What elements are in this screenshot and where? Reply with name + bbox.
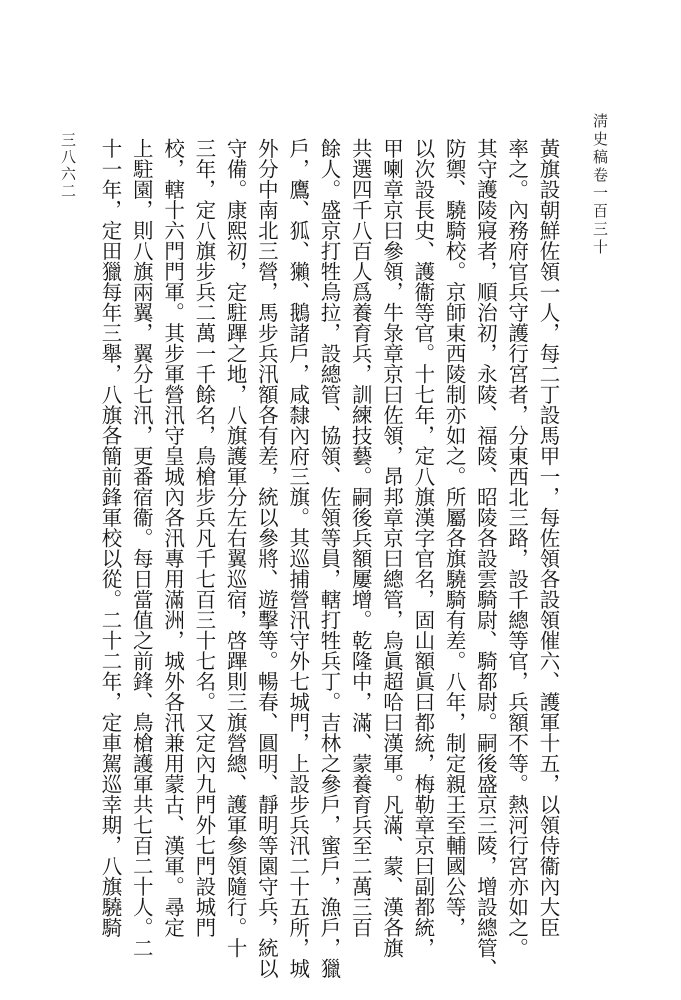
text-column: 三年，定八旗步兵二萬一千餘名，鳥槍步兵凡千七百三十七名。又定內九門外七門設城門 xyxy=(191,138,216,938)
text-column: 其守護陵寢者，順治初，永陵、福陵、昭陵各設雲騎尉、騎都尉。嗣後盛京三陵，增設總管、 xyxy=(473,138,498,978)
text-column: 外分中南北三營，馬步兵汛額各有差，統以參將、遊擊等。暢春、圓明、靜明等園守兵，統以 xyxy=(254,138,279,978)
page-number: 三八六二 xyxy=(59,132,77,200)
text-column: 防禦、驍騎校。京師東西陵制亦如之。所屬各旗驍騎有差。八年，制定親王至輔國公等， xyxy=(442,138,467,938)
text-block xyxy=(95,138,563,978)
text-column: 餘人。盛京打牲烏拉，設總管、協領、佐領等員，轄打牲兵丁。吉林之參戶，蜜戶，漁戶，獵 xyxy=(316,138,341,978)
text-column: 十一年，定田獵每年三舉，八旗各簡前鋒軍校以從。二十二年，定車駕巡幸期，八旗驍騎 xyxy=(98,138,122,938)
text-column: 率之。內務府官兵守護行宮者，分東西北三路，設千總等官，兵額不等。熱河行宮亦如之。 xyxy=(504,138,529,958)
text-column: 戶，鷹、狐、獺、鵝諸戶，咸隸內府三旗。其巡捕營汛守外七城門，上設步兵汛二十五所，城 xyxy=(285,138,310,978)
text-column: 守備。康熙初，定駐蹕之地，八旗護軍分左右翼巡宿，啓蹕則三旗營總、護軍參領隨行。十 xyxy=(223,138,248,958)
running-head: 淸史稿卷一百三十 xyxy=(591,113,609,257)
text-column: 上駐園，則八旗兩翼，翼分七汛，更番宿衞。每日當值之前鋒、鳥槍護軍共七百二十人。二 xyxy=(129,138,154,958)
text-column: 校，轄十六門門軍。其步軍營汛守皇城內各汛專用滿洲，城外各汛兼用蒙古、漢軍。尋定 xyxy=(160,138,185,938)
text-column: 以次設長史、護衞等官。十七年，定八旗漢字官名，固山額眞曰都統，梅勒章京曰副都統， xyxy=(410,138,435,958)
text-column: 共選四千八百人爲養育兵，訓練技藝。嗣後兵額屢增。乾隆中，滿、蒙養育兵至二萬三百 xyxy=(348,138,373,938)
text-column: 甲喇章京曰參領，牛彔章京曰佐領，昂邦章京曰總管，烏眞超哈曰漢軍。凡滿、蒙、漢各旗 xyxy=(379,138,404,958)
text-column: 黃旗設朝鮮佐領一人，每二丁設馬甲一，每佐領各設領催六、護軍十五，以領侍衞內大臣 xyxy=(535,138,560,938)
